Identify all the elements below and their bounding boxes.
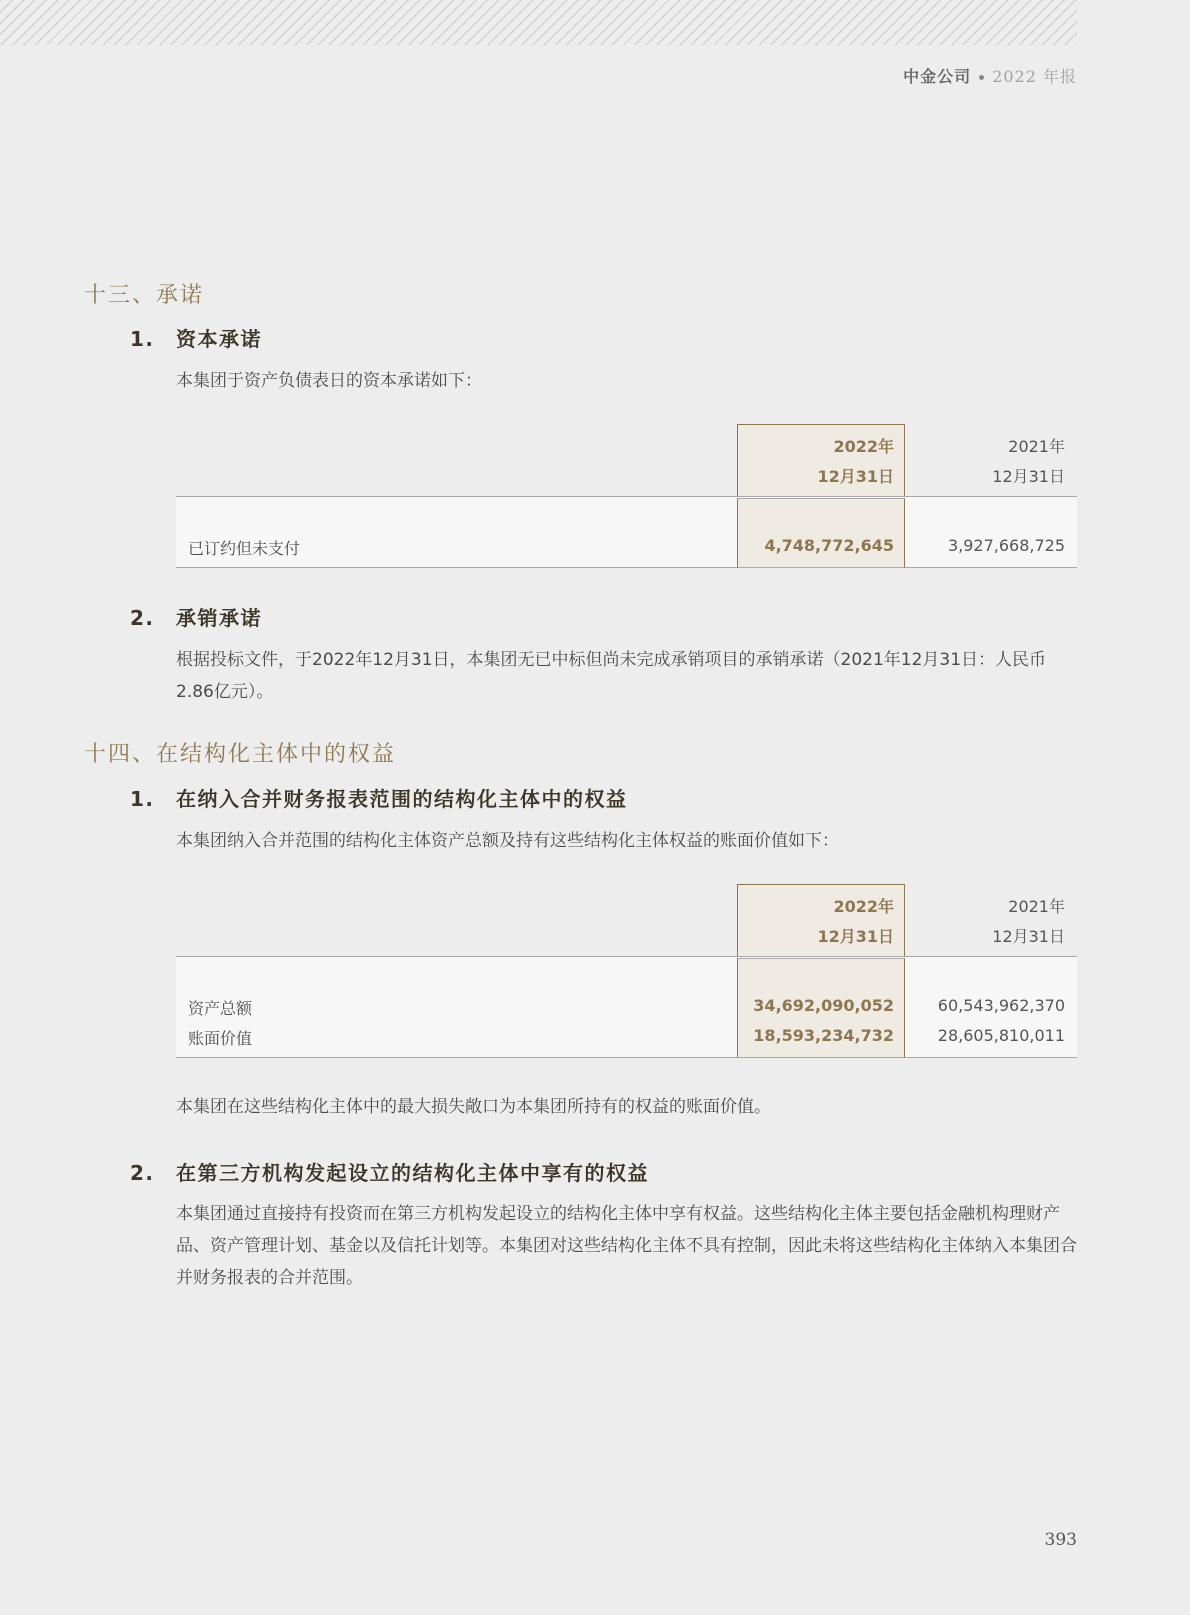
row-value-2021: 60,543,962,370 [937, 996, 1065, 1015]
section-14-sub2-text: 本集团通过直接持有投资而在第三方机构发起设立的结构化主体中享有权益。这些结构化主体主要包括金融机构理财产品、资产管理计划、基金以及信托计划等。本集团对这些结构化主体不具有控制，因此未将这些结构化主体纳入本集团合并财务报表的合并范围。 [176, 1204, 1077, 1288]
page-number: 393 [1044, 1530, 1077, 1550]
sub-title: 在第三方机构发起设立的结构化主体中享有的权益 [176, 1161, 649, 1185]
sub-title: 承销承诺 [176, 606, 262, 630]
header-hatch-band [0, 0, 1077, 45]
table-body-band-highlight [737, 498, 905, 568]
structured-entity-table [176, 884, 1077, 1058]
col-2022-header-year: 2022年 [833, 897, 894, 916]
col-2021-header-date: 12月31日 [992, 927, 1065, 946]
col-2022-header-date: 12月31日 [817, 927, 894, 946]
section-13-sub2-heading [130, 602, 262, 631]
section-13-sub1-heading [130, 323, 262, 352]
row-value-2021: 3,927,668,725 [947, 536, 1065, 555]
section-13-sub1-intro: 本集团于资产负债表日的资本承诺如下： [176, 371, 482, 391]
row-label: 已订约但未支付 [188, 539, 301, 558]
col-2022-header-date: 12月31日 [817, 467, 894, 486]
sub-number: 1. [130, 327, 155, 351]
row-value-2022: 18,593,234,732 [753, 1026, 894, 1045]
row-label: 账面价值 [188, 1029, 253, 1048]
section-14-sub2-heading [130, 1157, 649, 1186]
header-company: 中金公司 [903, 67, 972, 86]
capital-commitment-table [176, 424, 1077, 568]
col-2022-header-year: 2022年 [833, 437, 894, 456]
sub-number: 2. [130, 1161, 155, 1185]
section-14-sub1-heading [130, 783, 628, 812]
col-2021-header-year: 2021年 [1008, 897, 1065, 916]
sub-title: 在纳入合并财务报表范围的结构化主体中的权益 [176, 787, 628, 811]
col-2021-header-date: 12月31日 [992, 467, 1065, 486]
row-value-2022: 4,748,772,645 [764, 536, 894, 555]
sub-number: 2. [130, 606, 155, 630]
header-year-label: 2022 年报 [992, 67, 1077, 86]
row-value-2022: 34,692,090,052 [753, 996, 894, 1015]
running-header [903, 64, 1077, 87]
section-13-sub2-text: 根据投标文件，于2022年12月31日，本集团无已中标但尚未完成承销项目的承销承诺（2021年12月31日：人民币2.86亿元）。 [176, 650, 1047, 702]
row-value-2021: 28,605,810,011 [937, 1026, 1065, 1045]
sub-number: 1. [130, 787, 155, 811]
header-dot-icon [979, 75, 984, 80]
col-2021-header-year: 2021年 [1008, 437, 1065, 456]
sub-title: 资本承诺 [176, 327, 262, 351]
row-label: 资产总额 [188, 999, 253, 1018]
section-14-sub1-intro: 本集团纳入合并范围的结构化主体资产总额及持有这些结构化主体权益的账面价值如下： [176, 831, 839, 851]
section-13-title: 十三、承诺 [84, 283, 205, 308]
section-14-sub1-note: 本集团在这些结构化主体中的最大损失敞口为本集团所持有的权益的账面价值。 [176, 1097, 771, 1117]
table-body-band [176, 496, 1077, 568]
section-14-title: 十四、在结构化主体中的权益 [84, 742, 397, 767]
